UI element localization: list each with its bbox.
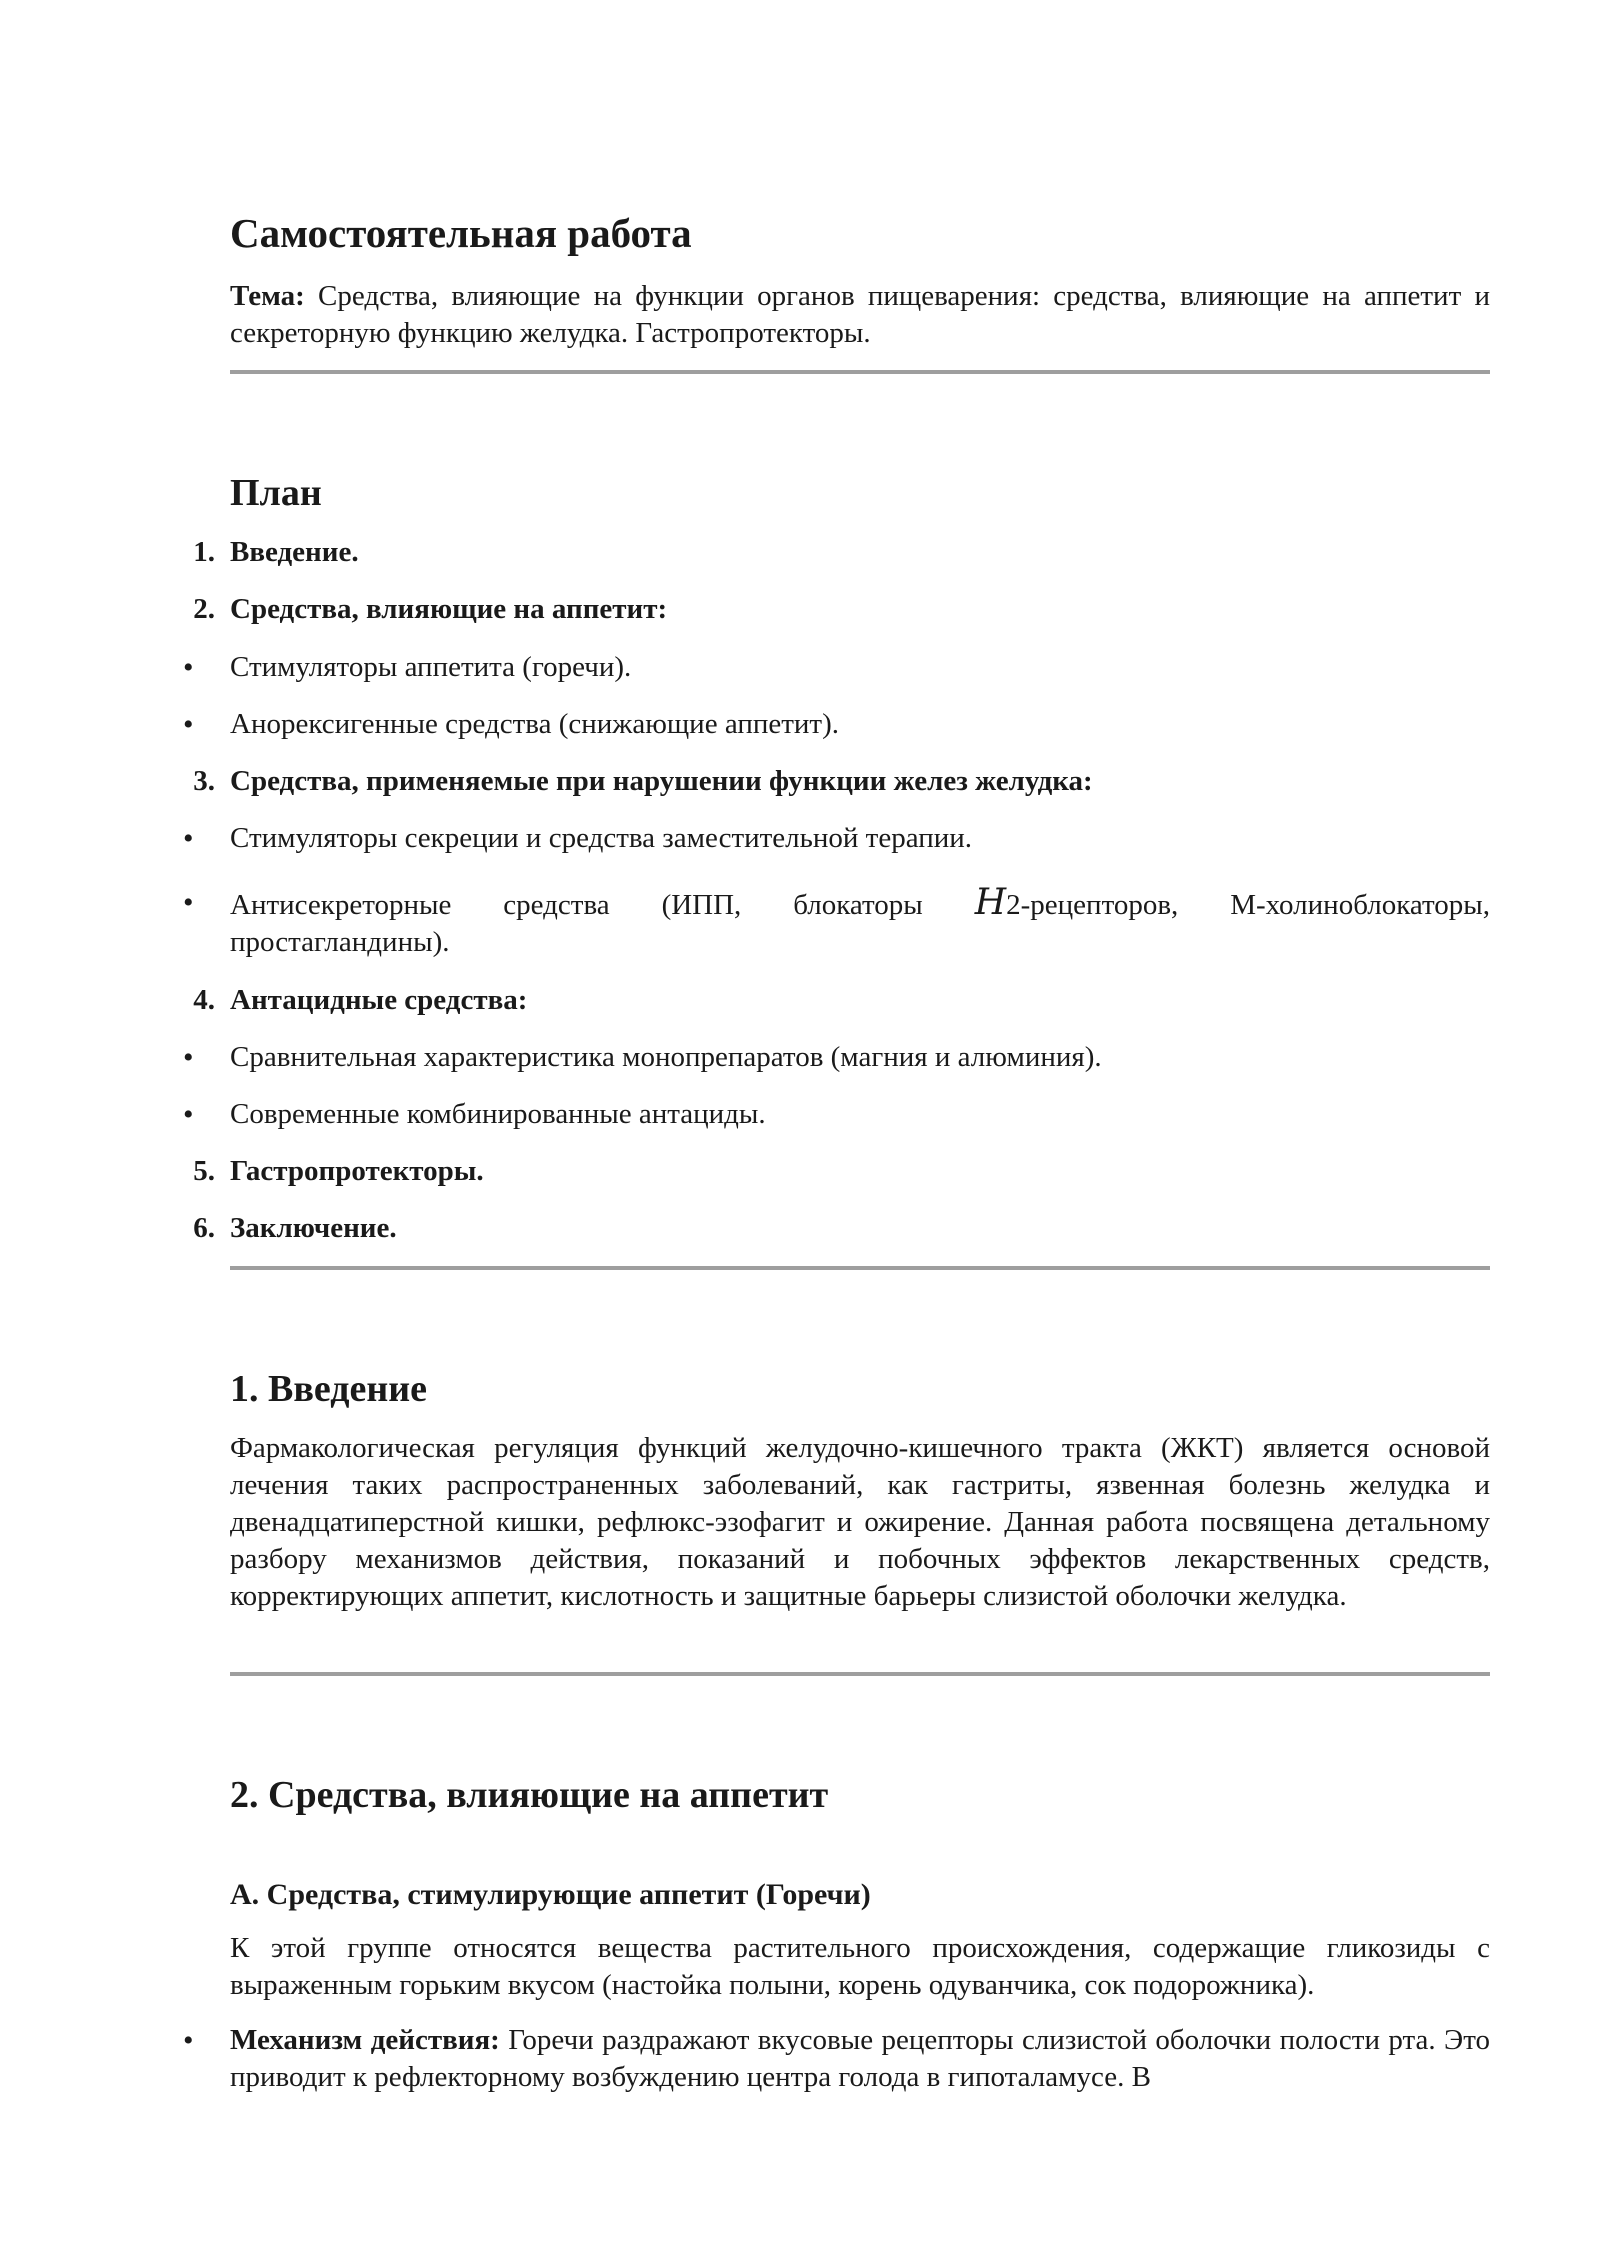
list-number: 2. <box>193 593 215 625</box>
math-subscript: 2 <box>1006 889 1021 921</box>
plan-item-text: Анорексигенные средства (снижающие аппетит). <box>230 708 839 740</box>
mechanism-item <box>230 2022 1490 2096</box>
page-title: Самостоятельная работа <box>230 210 692 256</box>
plan-item-text: Стимуляторы аппетита (горечи). <box>230 651 632 683</box>
plan-item-text: Сравнительная характеристика монопрепаратов (магния и алюминия). <box>230 1041 1102 1073</box>
bullet-icon <box>183 1039 194 1077</box>
list-number: 6. <box>193 1212 215 1244</box>
plan-item-text: Введение. <box>230 536 359 568</box>
bullet-icon <box>183 1096 194 1134</box>
plan-item-text: Стимуляторы секреции и средства заместительной терапии. <box>230 822 973 854</box>
plan-heading: План <box>230 472 322 514</box>
plan-item-text: Средства, влияющие на аппетит: <box>230 593 668 625</box>
divider <box>230 1672 1490 1676</box>
topic-text: Средства, влияющие на функции органов пищеварения: средства, влияющие на аппетит и секреторную функцию желудка. Гастропротекторы. <box>230 280 1490 349</box>
appetite-paragraph: К этой группе относятся вещества растительного происхождения, содержащие гликозиды с выраженным горьким вкусом (настойка полыни, корень одуванчика, сок подорожника). <box>230 1932 1490 2001</box>
list-number: 4. <box>193 984 215 1016</box>
bullet-icon <box>183 706 194 744</box>
plan-item-text: Заключение. <box>230 1212 397 1244</box>
plan-item-text: Современные комбинированные антациды. <box>230 1098 766 1130</box>
section-heading-appetite: 2. Средства, влияющие на аппетит <box>230 1774 829 1816</box>
divider <box>230 370 1490 374</box>
plan-item-6 <box>193 1210 1490 1247</box>
divider <box>230 1266 1490 1270</box>
plan-subitem <box>230 1096 1490 1133</box>
plan-item-text-cont: -рецепторов, М-холиноблокаторы, простагландины). <box>230 889 1490 958</box>
plan-subitem <box>230 706 1490 743</box>
plan-item-5 <box>193 1153 1490 1190</box>
list-number: 1. <box>193 536 215 568</box>
plan-item-text: Средства, применяемые при нарушении функции желез желудка: <box>230 765 1093 797</box>
plan-item-text: Антисекреторные средства (ИПП, блокаторы <box>230 889 975 921</box>
section-heading-intro: 1. Введение <box>230 1368 427 1410</box>
bullet-icon <box>183 820 194 858</box>
list-number: 5. <box>193 1155 215 1187</box>
plan-item-text: Антацидные средства: <box>230 984 528 1016</box>
list-number: 3. <box>193 765 215 797</box>
plan-subitem <box>230 1039 1490 1076</box>
topic-paragraph <box>230 278 1490 352</box>
plan-item-1 <box>193 534 1490 571</box>
bullet-icon <box>183 649 194 687</box>
plan-item-2 <box>193 591 1490 628</box>
bullet-icon <box>183 2022 194 2060</box>
subsection-heading: А. Средства, стимулирующие аппетит (Горечи) <box>230 1878 871 1911</box>
plan-subitem <box>230 649 1490 686</box>
plan-item-4 <box>193 982 1490 1019</box>
math-h: H <box>974 882 1007 923</box>
intro-paragraph: Фармакологическая регуляция функций желудочно-кишечного тракта (ЖКТ) является основой лечения таких распространенных заболеваний, как гастриты, язвенная болезнь желудка и двенадцатиперстной кишки, рефлюкс-эзофагит и ожирение. Данная работа посвящена детальному разбору механизмов действия, показаний и побочных эффектов лекарственных средств, корректирующих аппетит, кислотность и защитные барьеры слизистой оболочки желудка. <box>230 1432 1490 1612</box>
plan-subitem <box>230 820 1490 857</box>
plan-item-text: Гастропротекторы. <box>230 1155 484 1187</box>
mechanism-label: Механизм действия: <box>230 2024 500 2056</box>
plan-item-3 <box>193 763 1490 800</box>
topic-label: Тема: <box>230 280 305 312</box>
mechanism-text: Горечи раздражают вкусовые рецепторы слизистой оболочки полости рта. Это приводит к рефлекторному возбуждению центра голода в гипоталамусе. В <box>230 2024 1490 2093</box>
plan-subitem <box>230 884 1490 961</box>
bullet-icon <box>183 884 194 922</box>
